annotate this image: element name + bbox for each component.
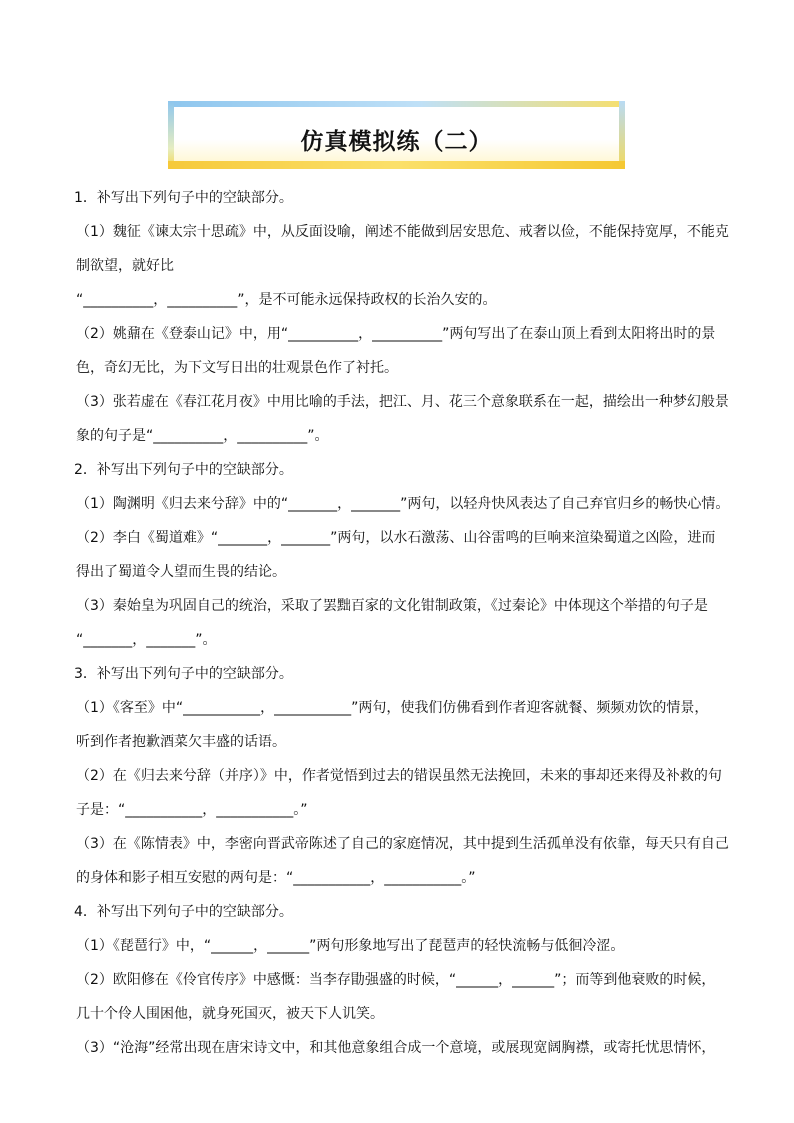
question-1-item-2-line-2: 色，奇幻无比，为下文写日出的壮观景色作了衬托。 xyxy=(76,360,398,376)
page-title: 仿真模拟练（二） xyxy=(300,129,493,155)
question-4-item-1-line-1: （1）《琵琶行》中，“______，______”两句形象地写出了琵琶声的轻快流畅与低徊冷涩。 xyxy=(76,938,625,954)
question-2-heading: 2．补写出下列句子中的空缺部分。 xyxy=(74,462,293,478)
question-1-item-1-line-3: “__________，__________”，是不可能永远保持政权的长治久安的。 xyxy=(76,292,497,308)
question-3-heading: 3．补写出下列句子中的空缺部分。 xyxy=(74,666,293,682)
question-1-item-3-line-1: （3）张若虚在《春江花月夜》中用比喻的手法，把江、月、花三个意象联系在一起，描绘出一种梦幻般景 xyxy=(76,394,729,410)
question-3-item-1-line-1: （1）《客至》中“___________，___________”两句，使我们仿佛看到作者迎客就餐、频频劝饮的情景， xyxy=(76,700,709,716)
question-1-item-1-line-2: 制欲望，就好比 xyxy=(76,258,174,274)
question-3-item-3-line-1: （3）在《陈情表》中，李密向晋武帝陈述了自己的家庭情况，其中提到生活孤单没有依靠，每天只有自己 xyxy=(76,836,729,852)
question-4-heading: 4．补写出下列句子中的空缺部分。 xyxy=(74,904,293,920)
question-4-item-2-line-1: （2）欧阳修在《伶官传序》中感慨：当李存勖强盛的时候，“______，______”；而等到他衰败的时候， xyxy=(76,972,716,988)
question-2-item-1-line-1: （1）陶渊明《归去来兮辞》中的“_______，_______”两句，以轻舟快风表达了自己弃官归乡的畅快心情。 xyxy=(76,496,730,512)
question-1-heading: 1．补写出下列句子中的空缺部分。 xyxy=(74,190,293,206)
question-3-item-1-line-2: 听到作者抱歉酒菜欠丰盛的话语。 xyxy=(76,734,286,750)
question-4-item-2-line-2: 几十个伶人围困他，就身死国灭，被天下人讥笑。 xyxy=(76,1006,384,1022)
title-banner xyxy=(168,101,625,169)
question-3-item-3-line-2: 的身体和影子相互安慰的两句是：“___________，___________。” xyxy=(76,870,476,886)
question-4-item-3-line-1: （3）“沧海”经常出现在唐宋诗文中，和其他意象组合成一个意境，或展现宽阔胸襟，或寄托忧思情怀， xyxy=(76,1040,716,1056)
question-1-item-2-line-1: （2）姚鼐在《登泰山记》中，用“__________，__________”两句写出了在泰山顶上看到太阳将出时的景 xyxy=(76,326,716,342)
question-2-item-2-line-2: 得出了蜀道令人望而生畏的结论。 xyxy=(76,564,286,580)
question-1-item-3-line-2: 象的句子是“__________，__________”。 xyxy=(76,428,329,444)
banner-border-bottom xyxy=(168,161,625,169)
exercise-content xyxy=(72,181,732,1065)
question-2-item-3-line-1: （3）秦始皇为巩固自己的统治，采取了罢黜百家的文化钳制政策，《过秦论》中体现这个举措的句子是 xyxy=(76,598,708,614)
question-1-item-1-line-1: （1）魏征《谏太宗十思疏》中，从反面设喻，阐述不能做到居安思危、戒奢以俭，不能保持宽厚，不能克 xyxy=(76,224,729,240)
question-3-item-2-line-1: （2）在《归去来兮辞（并序）》中，作者觉悟到过去的错误虽然无法挽回，未来的事却还来得及补救的句 xyxy=(76,768,722,784)
question-3-item-2-line-2: 子是：“___________，___________。” xyxy=(76,802,308,818)
question-2-item-3-line-2: “_______，_______”。 xyxy=(76,632,217,648)
question-2-item-2-line-1: （2）李白《蜀道难》“_______，_______”两句，以水石激荡、山谷雷鸣的巨响来渲染蜀道之凶险，进而 xyxy=(76,530,716,546)
